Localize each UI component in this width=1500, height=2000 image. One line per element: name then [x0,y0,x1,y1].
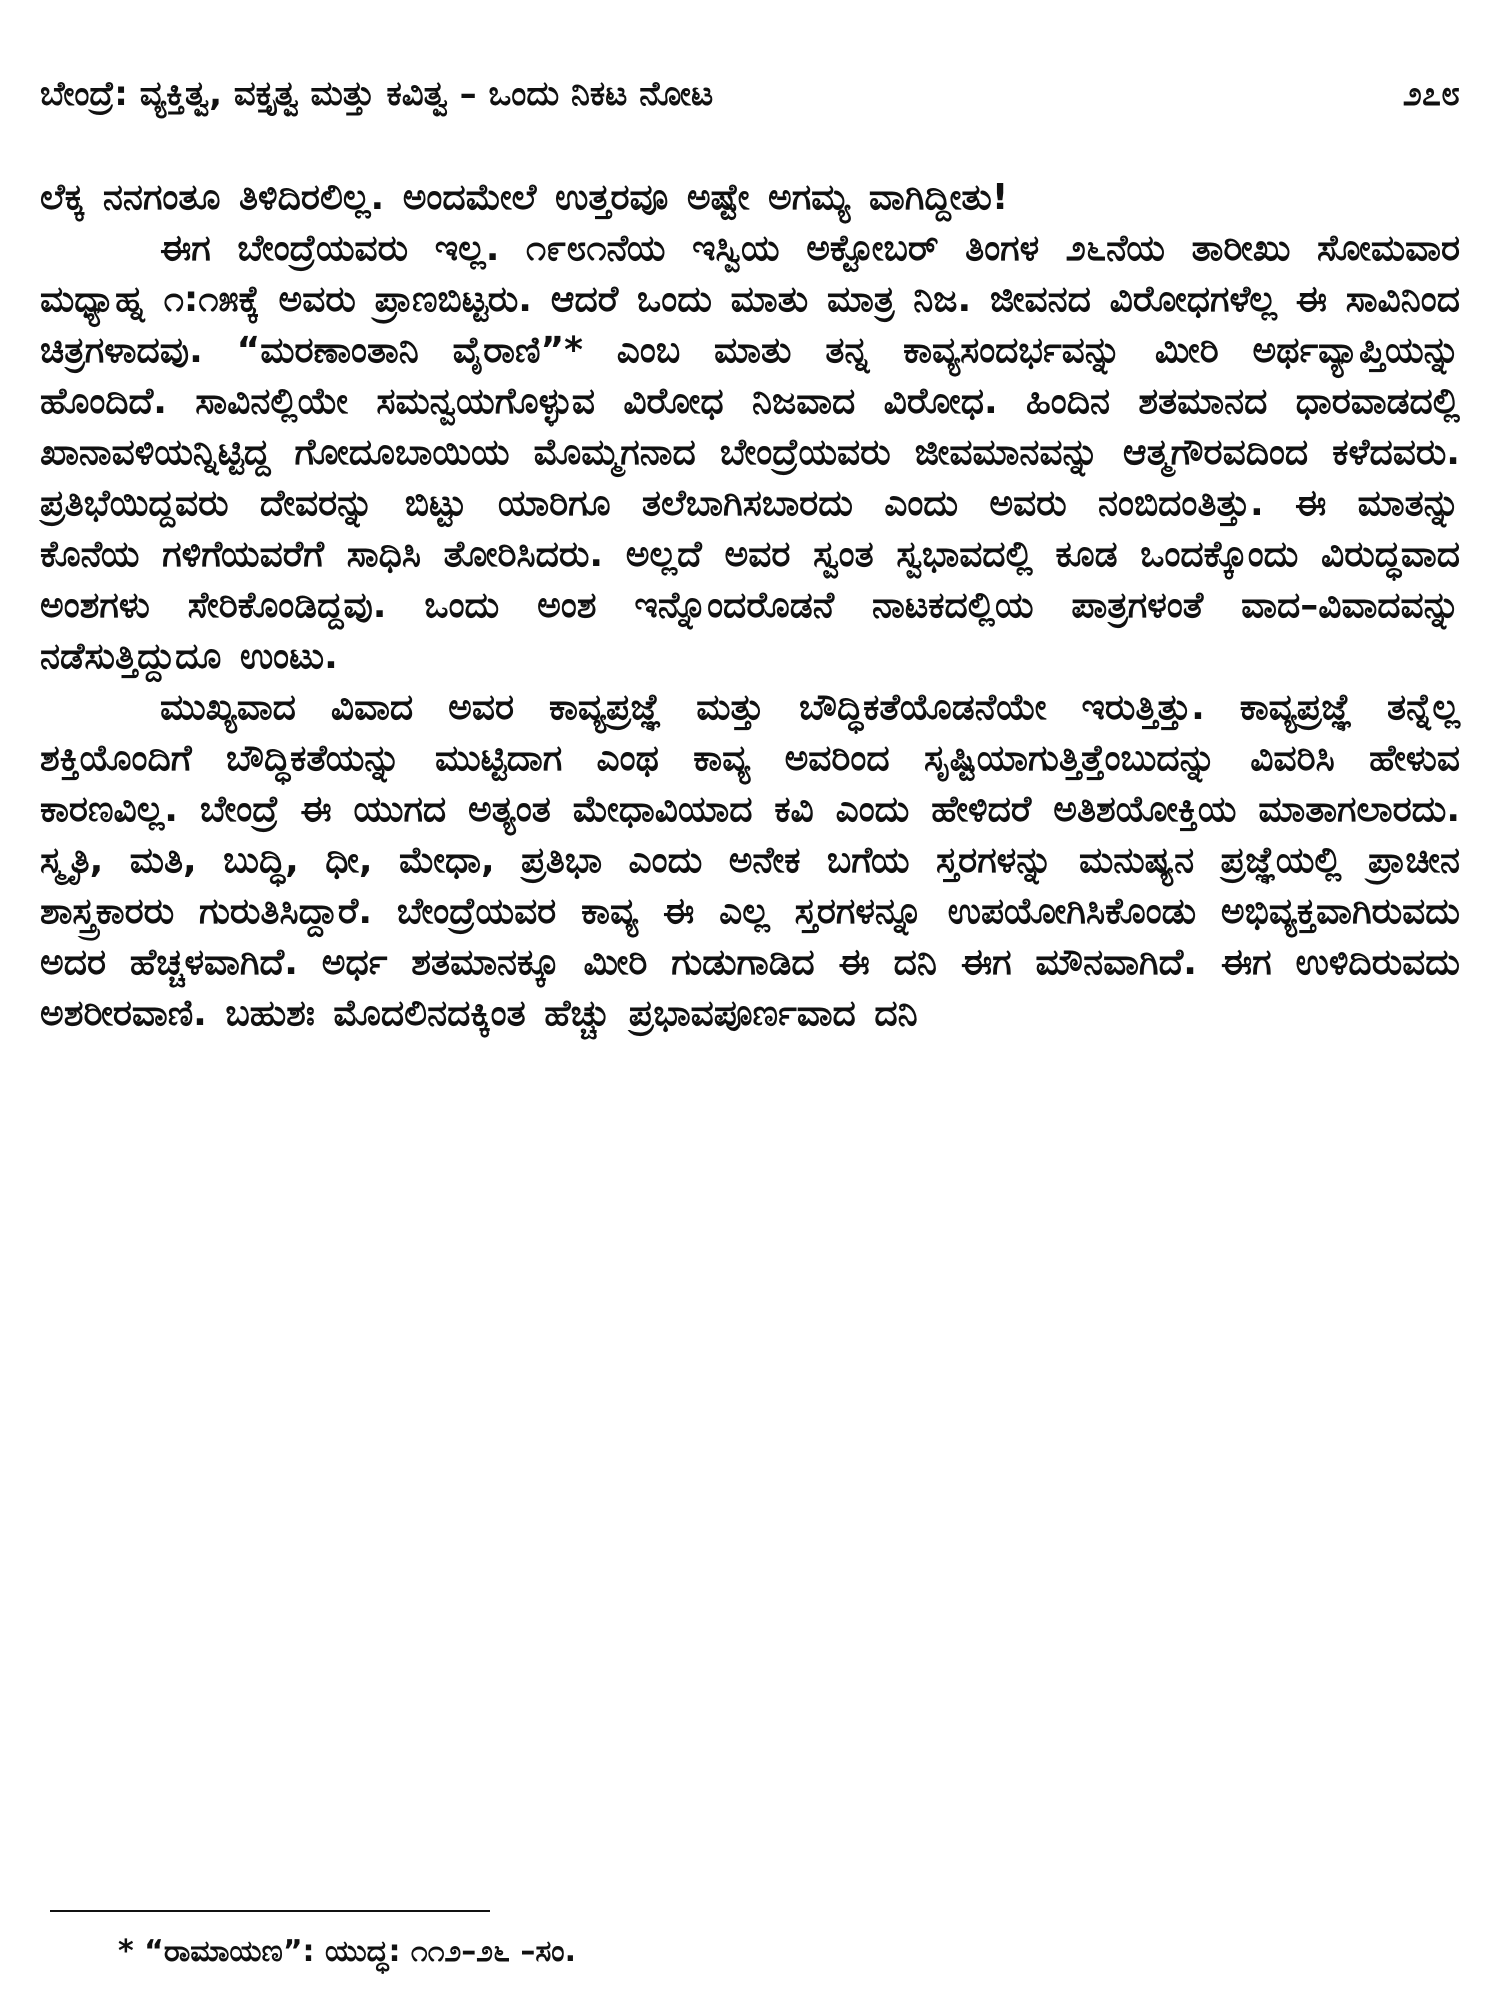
footnote-rule [50,1910,490,1912]
footnote: * “ರಾಮಾಯಣ”: ಯುದ್ಧ: ೧೧೨–೨೬ –ಸಂ. [118,1934,576,1969]
running-head [40,66,1460,122]
running-title: ಬೇಂದ್ರೆ: ವ್ಯಕ್ತಿತ್ವ, ವಕ್ತೃತ್ವ ಮತ್ತು ಕವಿತ್ವ – ಒಂದು ನಿಕಟ ನೋಟ [40,74,714,114]
paragraph: ಮುಖ್ಯವಾದ ವಿವಾದ ಅವರ ಕಾವ್ಯಪ್ರಜ್ಞೆ ಮತ್ತು ಬೌದ್ಧಿಕತೆಯೊಡನೆಯೇ ಇರುತ್ತಿತ್ತು. ಕಾವ್ಯಪ್ರಜ್ಞೆ ತನ್ನೆಲ್ಲ ಶಕ್ತಿಯೊಂದಿಗೆ ಬೌದ್ಧಿಕತೆಯನ್ನು ಮುಟ್ಟಿದಾಗ ಎಂಥ ಕಾವ್ಯ ಅವರಿಂದ ಸೃಷ್ಟಿಯಾಗುತ್ತಿತ್ತೆಂಬುದನ್ನು ವಿವರಿಸಿ ಹೇಳುವ ಕಾರಣವಿಲ್ಲ. ಬೇಂದ್ರೆ ಈ ಯುಗದ ಅತ್ಯಂತ ಮೇಧಾವಿಯಾದ ಕವಿ ಎಂದು ಹೇಳಿದರೆ ಅತಿಶಯೋಕ್ತಿಯ ಮಾತಾಗಲಾರದು. ಸ್ಮೃತಿ, ಮತಿ, ಬುದ್ಧಿ, ಧೀ, ಮೇಧಾ, ಪ್ರತಿಭಾ ಎಂದು ಅನೇಕ ಬಗೆಯ ಸ್ತರಗಳನ್ನು ಮನುಷ್ಯನ ಪ್ರಜ್ಞೆಯಲ್ಲಿ ಪ್ರಾಚೀನ ಶಾಸ್ತ್ರಕಾರರು ಗುರುತಿಸಿದ್ದಾರೆ. ಬೇಂದ್ರೆಯವರ ಕಾವ್ಯ ಈ ಎಲ್ಲ ಸ್ತರಗಳನ್ನೂ ಉಪಯೋಗಿಸಿಕೊಂಡು ಅಭಿವ್ಯಕ್ತವಾಗಿರುವದು ಅದರ ಹೆಚ್ಚಳವಾಗಿದೆ. ಅರ್ಧ ಶತಮಾನಕ್ಕೂ ಮೀರಿ ಗುಡುಗಾಡಿದ ಈ ದನಿ ಈಗ ಮೌನವಾಗಿದೆ. ಈಗ ಉಳಿದಿರುವದು ಅಶರೀರವಾಣಿ. ಬಹುಶಃ ಮೊದಲಿನದಕ್ಕಿಂತ ಹೆಚ್ಚು ಪ್ರಭಾವಪೂರ್ಣವಾದ ದನಿ [40,687,1460,1034]
paragraph: ಲೆಕ್ಕ ನನಗಂತೂ ತಿಳಿದಿರಲಿಲ್ಲ. ಅಂದಮೇಲೆ ಉತ್ತರವೂ ಅಷ್ಟೇ ಅಗಮ್ಯ ವಾಗಿದ್ದೀತು! [40,177,1009,218]
paragraph: ಈಗ ಬೇಂದ್ರೆಯವರು ಇಲ್ಲ. ೧೯೮೧ನೆಯ ಇಸ್ವಿಯ ಅಕ್ಟೋಬರ್ ತಿಂಗಳ ೨೬ನೆಯ ತಾರೀಖು ಸೋಮವಾರ ಮಧ್ಯಾಹ್ನ ೧:೧೫ಕ್ಕೆ ಅವರು ಪ್ರಾಣಬಿಟ್ಟರು. ಆದರೆ ಒಂದು ಮಾತು ಮಾತ್ರ ನಿಜ. ಜೀವನದ ವಿರೋಧಗಳೆಲ್ಲ ಈ ಸಾವಿನಿಂದ ಚಿತ್ರಗಳಾದವು. “ಮರಣಾಂತಾನಿ ವೈರಾಣಿ”* ಎಂಬ ಮಾತು ತನ್ನ ಕಾವ್ಯಸಂದರ್ಭವನ್ನು ಮೀರಿ ಅರ್ಥವ್ಯಾಪ್ತಿಯನ್ನು ಹೊಂದಿದೆ. ಸಾವಿನಲ್ಲಿಯೇ ಸಮನ್ವಯಗೊಳ್ಳುವ ವಿರೋಧ ನಿಜವಾದ ವಿರೋಧ. ಹಿಂದಿನ ಶತಮಾನದ ಧಾರವಾಡದಲ್ಲಿ ಖಾನಾವಳಿಯನ್ನಿಟ್ಟಿದ್ದ ಗೋದೂಬಾಯಿಯ ಮೊಮ್ಮಗನಾದ ಬೇಂದ್ರೆಯವರು ಜೀವಮಾನವನ್ನು ಆತ್ಮಗೌರವದಿಂದ ಕಳೆದವರು. ಪ್ರತಿಭೆಯಿದ್ದವರು ದೇವರನ್ನು ಬಿಟ್ಟು ಯಾರಿಗೂ ತಲೆಬಾಗಿಸಬಾರದು ಎಂದು ಅವರು ನಂಬಿದಂತಿತ್ತು. ಈ ಮಾತನ್ನು ಕೊನೆಯ ಗಳಿಗೆಯವರೆಗೆ ಸಾಧಿಸಿ ತೋರಿಸಿದರು. ಅಲ್ಲದೆ ಅವರ ಸ್ವಂತ ಸ್ವಭಾವದಲ್ಲಿ ಕೂಡ ಒಂದಕ್ಕೊಂದು ವಿರುದ್ಧವಾದ ಅಂಶಗಳು ಸೇರಿಕೊಂಡಿದ್ದವು. ಒಂದು ಅಂಶ ಇನ್ನೊಂದರೊಡನೆ ನಾಟಕದಲ್ಲಿಯ ಪಾತ್ರಗಳಂತೆ ವಾದ–ವಿವಾದವನ್ನು ನಡೆಸುತ್ತಿದ್ದುದೂ ಉಂಟು. [40,228,1460,677]
body-text [40,172,1460,1039]
page-number: ೨೭೮ [1402,74,1460,114]
